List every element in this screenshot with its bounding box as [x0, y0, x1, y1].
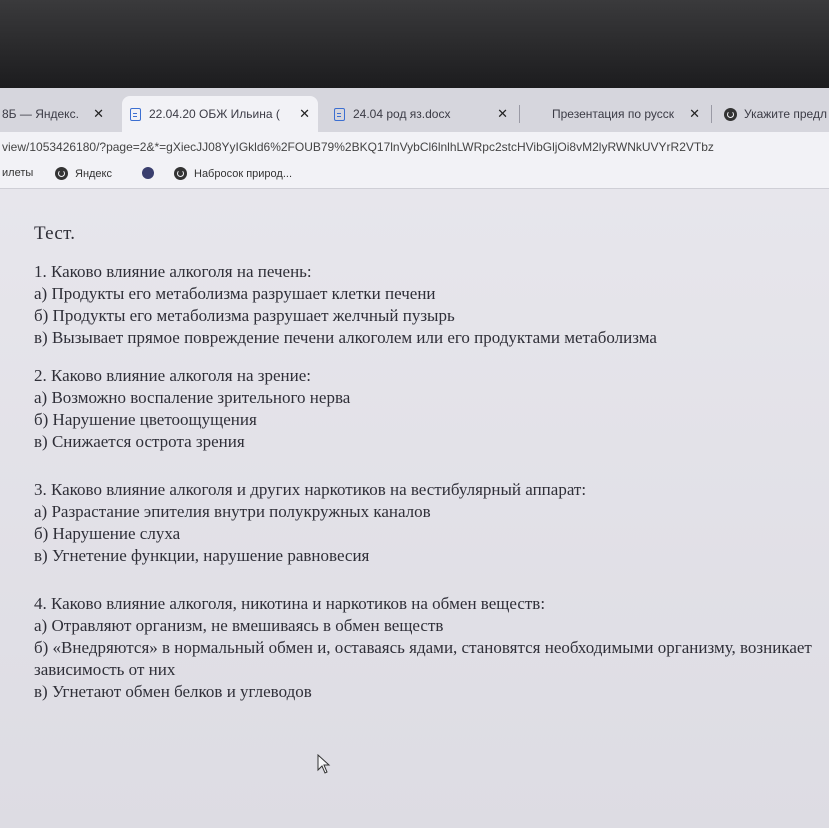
answer-option: б) Продукты его метаболизма разрушает желчный пузырь [34, 306, 455, 325]
answer-option: б) Нарушение слуха [34, 524, 181, 543]
answer-option: б) «Внедряются» в нормальный обмен и, оставаясь ядами, становятся необходимыми организму, возникает зависимость от них [34, 638, 812, 679]
close-icon[interactable]: ✕ [93, 106, 104, 121]
question-3 [34, 479, 829, 567]
answer-option: в) Угнетение функции, нарушение равновесия [34, 546, 370, 565]
answer-option: в) Снижается острота зрения [34, 432, 245, 451]
bookmarks-bar [0, 162, 829, 189]
question-4 [34, 593, 829, 703]
tab-label: 22.04.20 ОБЖ Ильина ( [149, 107, 280, 121]
answer-option: а) Отравляют организм, не вмешиваясь в обмен веществ [34, 616, 444, 635]
tab-yandex[interactable] [0, 96, 112, 132]
bookmark-yandex[interactable] [55, 167, 112, 180]
document-icon [334, 108, 345, 121]
tab-label: 8Б — Яндекс. [2, 107, 79, 121]
tab-ukazhite[interactable] [716, 96, 829, 132]
question-text: 3. Каково влияние алкоголя и других наркотиков на вестибулярный аппарат: [34, 480, 587, 499]
document-page [34, 223, 829, 719]
tab-label: Укажите предл [744, 107, 827, 121]
document-viewer [0, 189, 829, 828]
tab-bar [0, 88, 829, 132]
bookmark-label: илеты [2, 167, 34, 179]
tab-presentation[interactable] [524, 96, 708, 132]
answer-option: в) Угнетают обмен белков и углеводов [34, 682, 312, 701]
close-icon[interactable]: ✕ [299, 106, 310, 121]
question-text: 4. Каково влияние алкоголя, никотина и наркотиков на обмен веществ: [34, 594, 546, 613]
globe-icon [55, 167, 68, 180]
document-title: Тест. [34, 223, 76, 244]
answer-option: в) Вызывает прямое повреждение печени алкоголем или его продуктами метаболизма [34, 328, 657, 347]
question-text: 1. Каково влияние алкоголя на печень: [34, 262, 312, 281]
answer-option: а) Возможно воспаление зрительного нерва [34, 388, 351, 407]
laptop-bezel [0, 0, 829, 92]
answer-option: а) Продукты его метаболизма разрушает клетки печени [34, 284, 436, 303]
tab-separator [711, 105, 712, 123]
address-bar[interactable] [0, 132, 829, 162]
tab-label: Презентация по русск [552, 107, 674, 121]
bookmark-label: Набросок природ... [194, 167, 293, 180]
bookmark-site[interactable] [142, 167, 160, 179]
tab-obzh-document[interactable] [122, 96, 318, 132]
question-text: 2. Каково влияние алкоголя на зрение: [34, 366, 311, 385]
mouse-pointer-icon [317, 754, 331, 774]
answer-option: б) Нарушение цветоощущения [34, 410, 257, 429]
document-icon [130, 108, 141, 121]
bookmark-item[interactable] [2, 167, 33, 179]
question-2 [34, 365, 829, 453]
close-icon[interactable]: ✕ [689, 106, 700, 121]
bookmark-sketch[interactable] [174, 167, 292, 180]
answer-option: а) Разрастание эпителия внутри полукружных каналов [34, 502, 431, 521]
tab-rod-yaz-docx[interactable] [326, 96, 516, 132]
question-1 [34, 261, 829, 349]
url-text: view/1053426180/?page=2&*=gXiecJJ08YyIGkld6%2FOUB79%2BKQ17lnVybCl6lnlhLWRpc2stcHVibGljOi8vM2lyRWNkUVYrR2VTbz [2, 140, 714, 154]
globe-icon [724, 108, 737, 121]
tab-separator [519, 105, 520, 123]
site-icon [142, 167, 154, 179]
globe-icon [174, 167, 187, 180]
browser-window [0, 88, 829, 828]
close-icon[interactable]: ✕ [497, 106, 508, 121]
tab-label: 24.04 род яз.docx [353, 107, 451, 121]
bookmark-label: Яндекс [75, 167, 112, 180]
